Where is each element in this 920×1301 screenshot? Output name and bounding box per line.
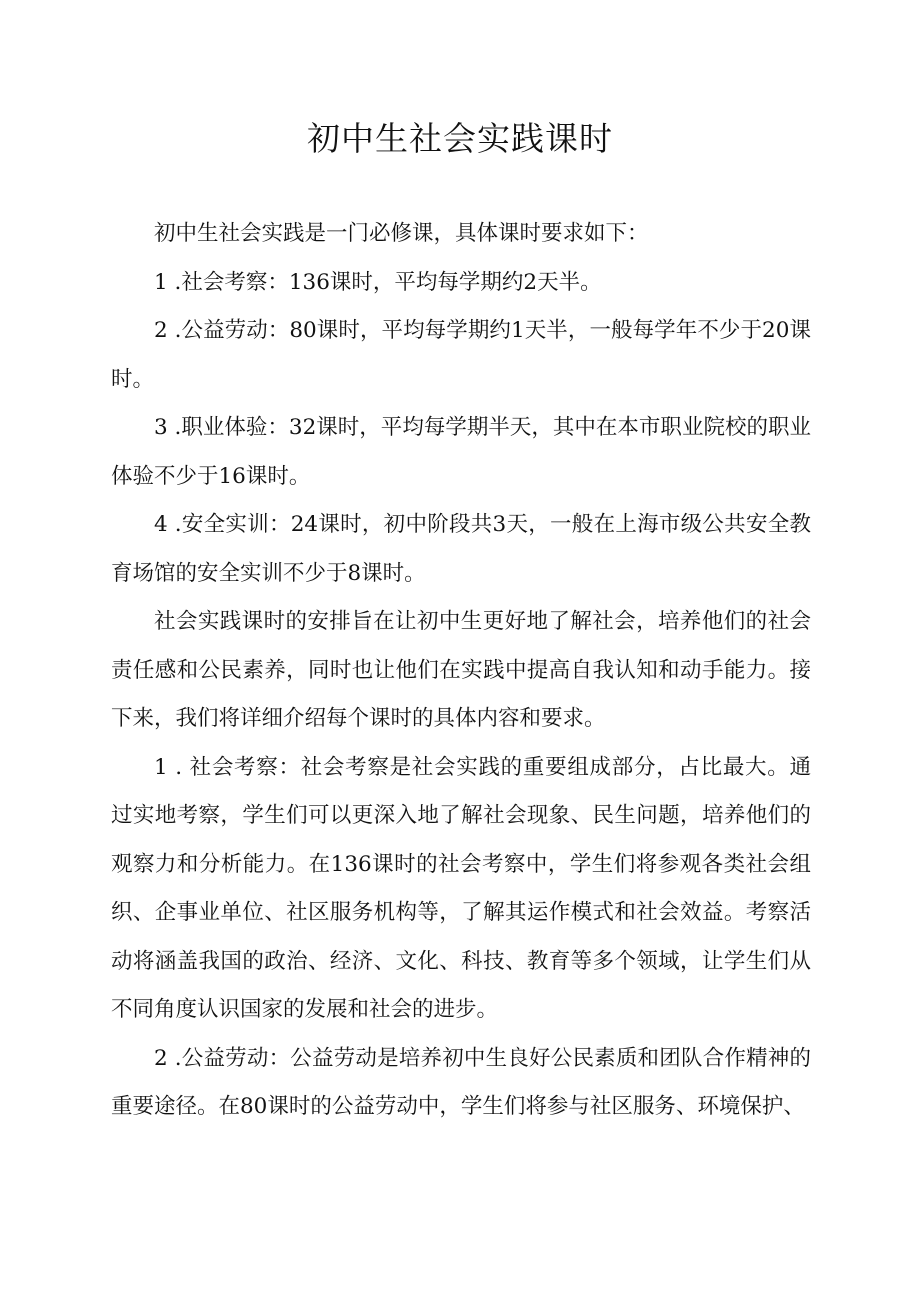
- paragraph-social-investigation-detail: 1 . 社会考察：社会考察是社会实践的重要组成部分，占比最大。通过实地考察，学生们可以更深入地了解社会现象、民生问题，培养他们的观察力和分析能力。在136课时的社会考察中，学生们将参观各类社会组织、企事业单位、社区服务机构等，了解其运作模式和社会效益。考察活动将涵盖我国的政治、经济、文化、科技、教育等多个领域，让学生们从不同角度认识国家的发展和社会的进步。: [111, 754, 811, 1022]
- paragraph-career-experience-hours: 3 .职业体验：32课时，平均每学期半天，其中在本市职业院校的职业体验不少于16课时。: [111, 415, 811, 489]
- document-title: 初中生社会实践课时: [307, 119, 613, 158]
- paragraph-safety-training-hours: 4 .安全实训：24课时，初中阶段共3天，一般在上海市级公共安全教育场馆的安全实训不少于8课时。: [111, 512, 811, 586]
- paragraph-social-investigation-hours: 1 .社会考察：136课时，平均每学期约2天半。: [154, 269, 602, 295]
- paragraph-purpose: 社会实践课时的安排旨在让初中生更好地了解社会，培养他们的社会责任感和公民素养，同时也让他们在实践中提高自我认知和动手能力。接下来，我们将详细介绍每个课时的具体内容和要求。: [111, 609, 811, 731]
- document-body: [111, 210, 811, 1132]
- paragraph-public-labor-detail: 2 .公益劳动：公益劳动是培养初中生良好公民素质和团队合作精神的重要途径。在80课时的公益劳动中，学生们将参与社区服务、环境保护、: [111, 1045, 811, 1119]
- paragraph-intro: 初中生社会实践是一门必修课，具体课时要求如下：: [154, 221, 649, 246]
- paragraph-public-labor-hours: 2 .公益劳动：80课时，平均每学期约1天半，一般每学年不少于20课时。: [111, 318, 811, 392]
